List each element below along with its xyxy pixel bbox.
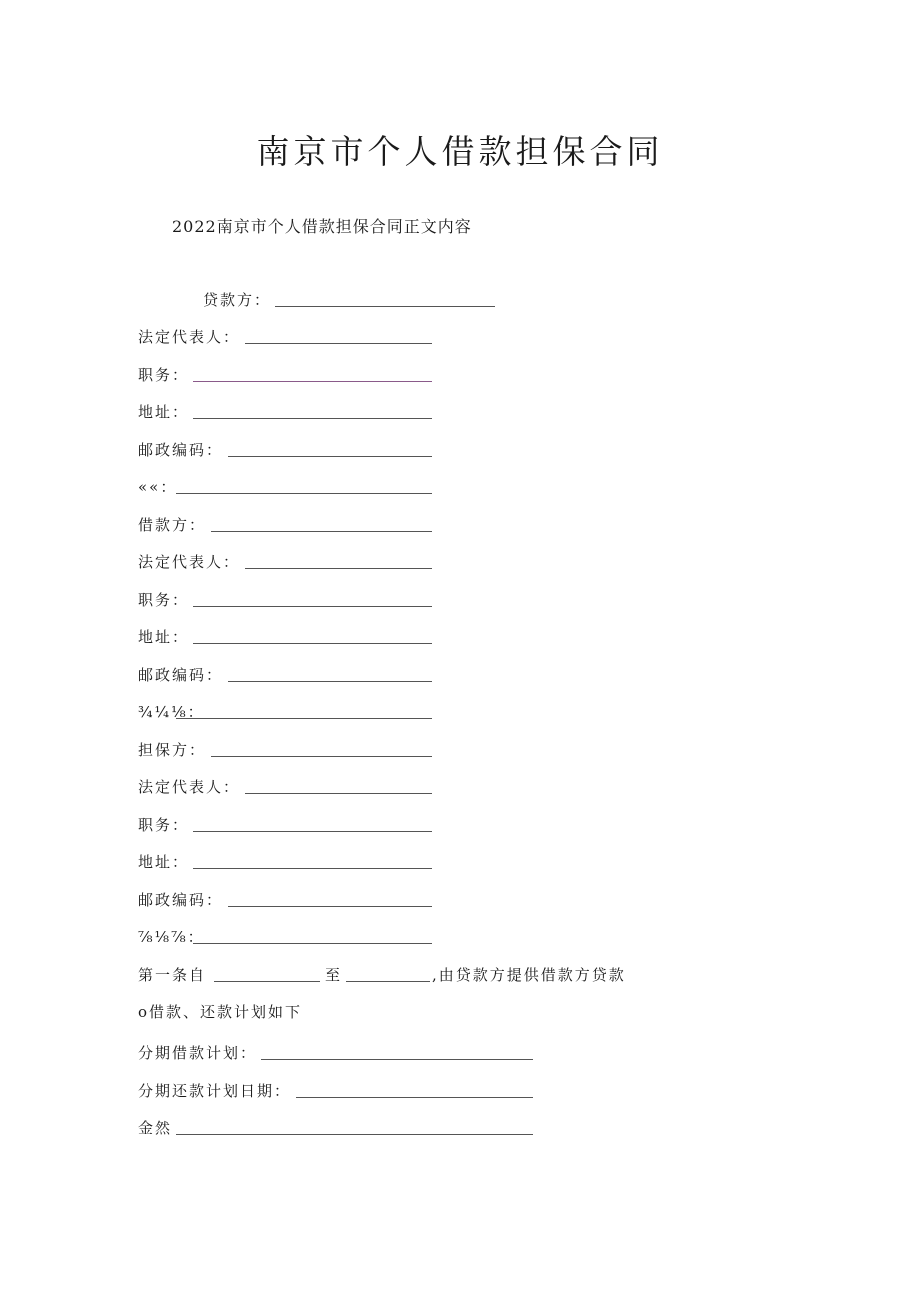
borrower-position-label: 职务： xyxy=(138,591,190,609)
lender-phone-label: ««： xyxy=(138,478,178,496)
borrower-label: 借款方： xyxy=(138,516,207,534)
guarantor-rep-field[interactable] xyxy=(245,793,432,794)
guarantor-postcode-field[interactable] xyxy=(228,906,432,907)
lender-address-field[interactable] xyxy=(193,418,432,419)
repay-plan-field[interactable] xyxy=(296,1097,533,1098)
guarantor-position-field[interactable] xyxy=(193,831,432,832)
lender-position-label: 职务： xyxy=(138,366,190,384)
repay-plan-label: 分期还款计划日期： xyxy=(138,1082,292,1100)
article1-prefix: 第一条自 xyxy=(138,966,207,984)
lender-postcode-label: 邮政编码： xyxy=(138,441,224,459)
borrower-rep-field[interactable] xyxy=(245,568,432,569)
guarantor-phone-field[interactable] xyxy=(193,943,432,944)
guarantor-rep-label: 法定代表人： xyxy=(138,778,241,796)
guarantor-name-field[interactable] xyxy=(211,756,432,757)
lender-name-field[interactable] xyxy=(275,306,495,307)
lender-rep-field[interactable] xyxy=(245,343,432,344)
amount-label: 金然 xyxy=(138,1119,173,1137)
lender-phone-field[interactable] xyxy=(176,493,432,494)
borrower-postcode-label: 邮政编码： xyxy=(138,666,224,684)
article1-suffix: ,由贷款方提供借款方贷款 xyxy=(432,966,626,984)
guarantor-postcode-label: 邮政编码： xyxy=(138,891,224,909)
borrower-postcode-field[interactable] xyxy=(228,681,432,682)
borrower-position-field[interactable] xyxy=(193,606,432,607)
document-subtitle: 2022南京市个人借款担保合同正文内容 xyxy=(172,217,472,236)
borrow-plan-field[interactable] xyxy=(261,1059,533,1060)
document-title: 南京市个人借款担保合同 xyxy=(256,132,664,171)
lender-label: 贷款方： xyxy=(203,291,272,309)
guarantor-position-label: 职务： xyxy=(138,816,190,834)
borrower-name-field[interactable] xyxy=(211,531,432,532)
article1-line2: o借款、还款计划如下 xyxy=(138,1003,303,1021)
guarantor-address-label: 地址： xyxy=(138,853,190,871)
amount-field[interactable] xyxy=(176,1134,533,1135)
borrower-address-label: 地址： xyxy=(138,628,190,646)
lender-position-field[interactable] xyxy=(193,381,432,382)
lender-postcode-field[interactable] xyxy=(228,456,432,457)
lender-rep-label: 法定代表人： xyxy=(138,328,241,346)
borrow-plan-label: 分期借款计划： xyxy=(138,1044,258,1062)
borrower-rep-label: 法定代表人： xyxy=(138,553,241,571)
guarantor-label: 担保方： xyxy=(138,741,207,759)
guarantor-address-field[interactable] xyxy=(193,868,432,869)
article1-start-date-field[interactable] xyxy=(214,981,320,982)
lender-address-label: 地址： xyxy=(138,403,190,421)
borrower-phone-field[interactable] xyxy=(176,718,432,719)
borrower-phone-label: ¾¼⅛： xyxy=(138,703,205,721)
article1-to: 至 xyxy=(325,966,343,984)
guarantor-phone-label: ⅞⅛⅞： xyxy=(138,928,205,946)
borrower-address-field[interactable] xyxy=(193,643,432,644)
article1-end-date-field[interactable] xyxy=(346,981,430,982)
